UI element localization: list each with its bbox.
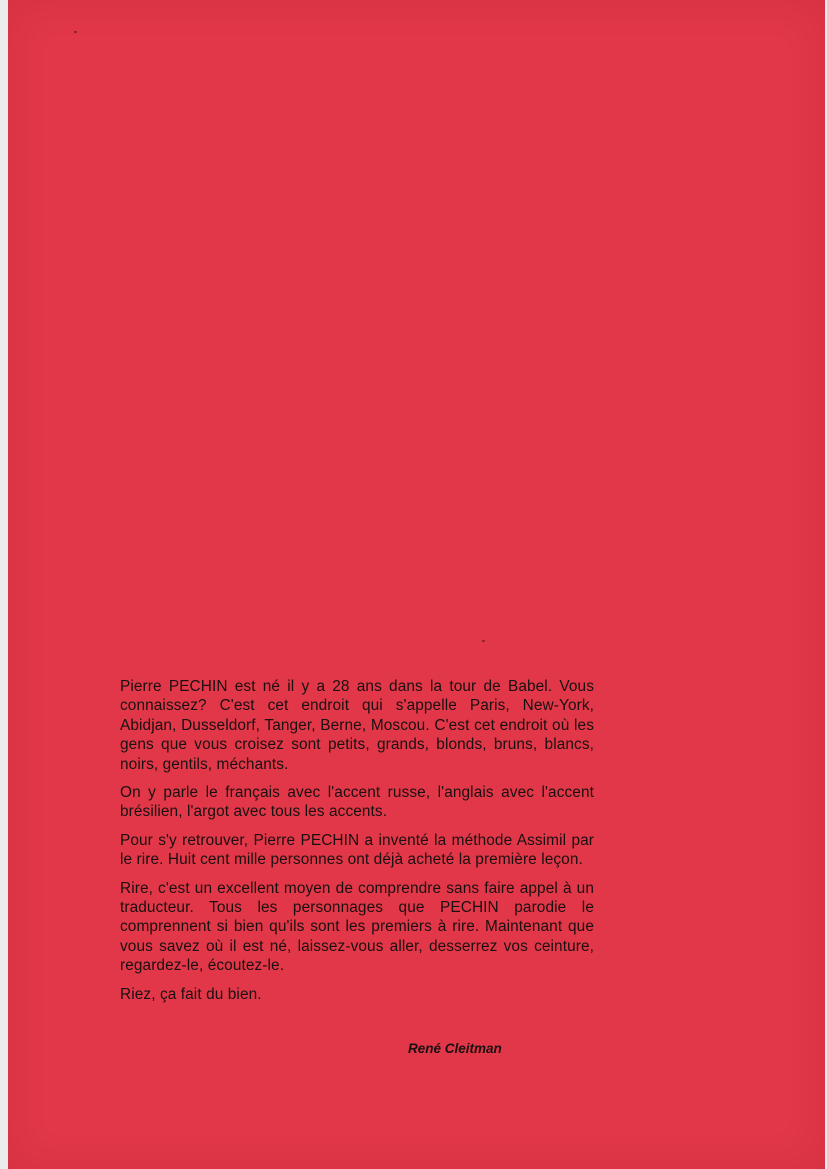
paragraph: On y parle le français avec l'accent russe, l'anglais avec l'accent brésilien, l'argot avec tous les accents.	[120, 784, 594, 821]
paragraph: Pierre PECHIN est né il y a 28 ans dans la tour de Babel. Vous connaissez? C'est cet endroit qui s'appelle Paris, New-York, Abidjan, Dusseldorf, Tanger, Berne, Moscou. C'est cet endroit où les gens que vous croisez sont petits, grands, blonds, bruns, blancs, noirs, gentils, méchants.	[120, 678, 594, 773]
body-text	[120, 677, 594, 1013]
author-signature: René Cleitman	[408, 1041, 502, 1056]
paper-speck	[74, 31, 77, 33]
paragraph: Riez, ça fait du bien.	[120, 985, 262, 1003]
paragraph: Rire, c'est un excellent moyen de comprendre sans faire appel à un traducteur. Tous les personnages que PECHIN parodie le comprennent si bien qu'ils sont les premiers à rire. Maintenant que vous savez où il est né, laissez-vous aller, desserrez vos ceinture, regardez-le, écoutez-le.	[120, 879, 594, 975]
paragraph: Pour s'y retrouver, Pierre PECHIN a inventé la méthode Assimil par le rire. Huit cent mille personnes ont déjà acheté la première leçon.	[120, 831, 594, 869]
paper-speck	[482, 640, 485, 642]
